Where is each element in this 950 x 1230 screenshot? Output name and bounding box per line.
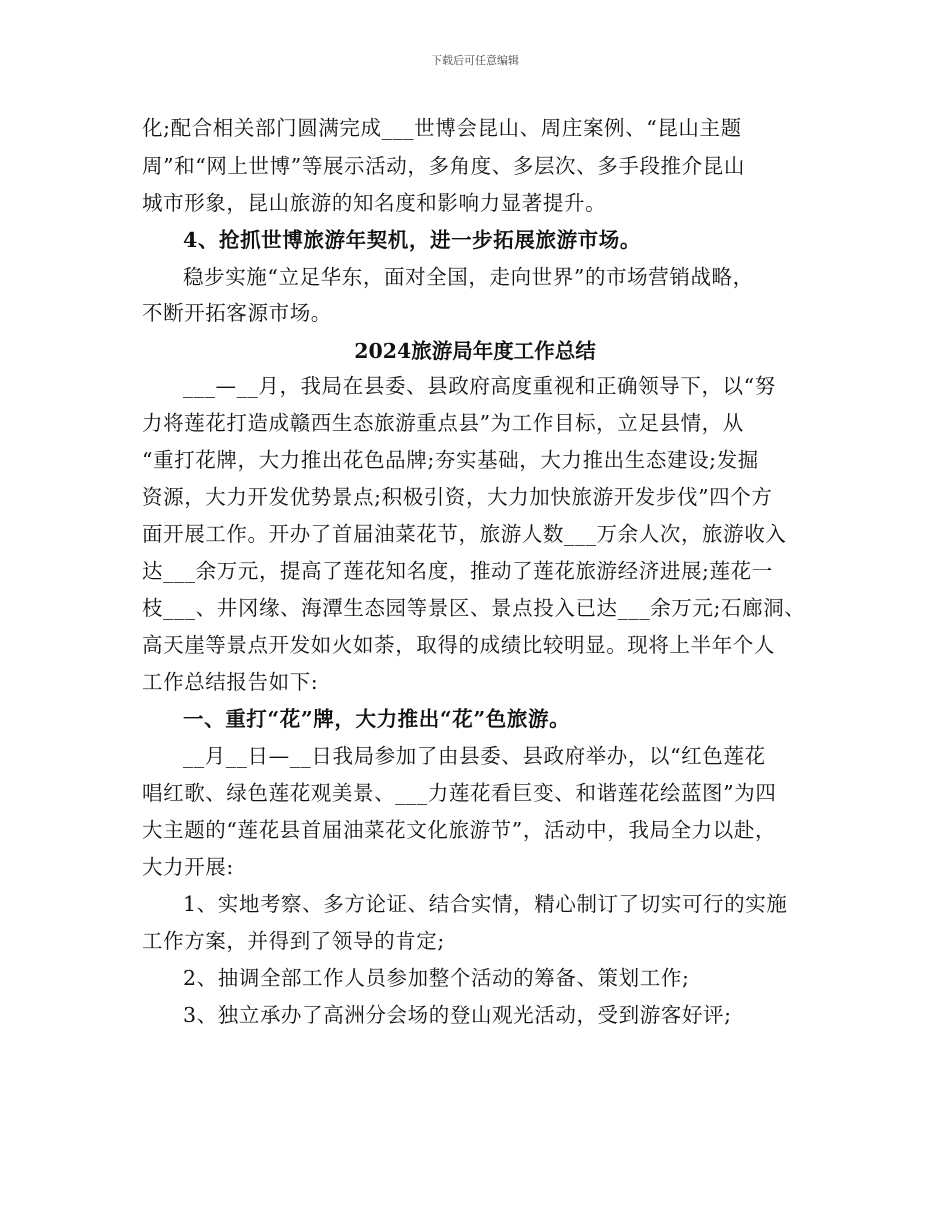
body-line: 力将莲花打造成赣西生态旅游重点县”为工作目标，立足县情，从 — [142, 411, 744, 435]
body-line: 大主题的“莲花县首届油菜花文化旅游节”，活动中，我局全力以赴， — [142, 818, 777, 842]
body-line: 城市形象，昆山旅游的知名度和影响力显著提升。 — [142, 191, 607, 215]
page-header: 下载后可任意编辑 — [431, 54, 519, 67]
body-line: 周”和“网上世博”等展示活动，多角度、多层次、多手段推介昆山 — [142, 154, 745, 178]
body-line: “重打花牌，大力推出花色品牌;夯实基础，大力推出生态建设;发掘 — [142, 448, 759, 472]
body-line: 高天崖等景点开发如火如荼，取得的成绩比较明显。现将上半年个人 — [142, 633, 775, 657]
body-line: 资源，大力开发优势景点;积极引资，大力加快旅游开发步伐”四个方 — [142, 485, 773, 509]
section-heading: 一、重打“花”牌，大力推出“花”色旅游。 — [183, 707, 571, 731]
list-item: 1、实地考察、多方论证、结合实情，精心制订了切实可行的实施 — [183, 892, 788, 916]
body-line: 化;配合相关部门圆满完成___世博会昆山、周庄案例、“昆山主题 — [142, 116, 742, 140]
body-line: __月__日—__日我局参加了由县委、县政府举办，以“红色莲花 — [183, 744, 766, 768]
list-item: 2、抽调全部工作人员参加整个活动的筹备、策划工作; — [183, 966, 690, 990]
body-line: 达___余万元，提高了莲花知名度，推动了莲花旅游经济进展;莲花一 — [142, 559, 773, 583]
list-item: 3、独立承办了高洲分会场的登山观光活动，受到游客好评; — [183, 1003, 732, 1027]
body-line: 大力开展: — [142, 855, 234, 879]
body-line: 唱红歌、绿色莲花观美景、___力莲花看巨变、和谐莲花绘蓝图”为四 — [142, 781, 777, 805]
document-title: 2024旅游局年度工作总结 — [354, 339, 596, 363]
body-line: 枝___、井冈缘、海潭生态园等景区、景点投入已达___余万元;石廊洞、 — [142, 596, 806, 620]
body-line: 面开展工作。开办了首届油菜花节，旅游人数___万余人次，旅游收入 — [142, 522, 787, 546]
body-line: 稳步实施“立足华东，面对全国，走向世界”的市场营销战略， — [183, 265, 754, 289]
body-line: 工作总结报告如下: — [142, 670, 319, 694]
body-line: 工作方案，并得到了领导的肯定; — [142, 929, 445, 953]
body-line: ___—__月，我局在县委、县政府高度重视和正确领导下，以“努 — [183, 374, 776, 398]
body-line: 不断开拓客源市场。 — [142, 301, 332, 325]
section-heading: 4、抢抓世博旅游年契机，进一步拓展旅游市场。 — [183, 228, 641, 252]
